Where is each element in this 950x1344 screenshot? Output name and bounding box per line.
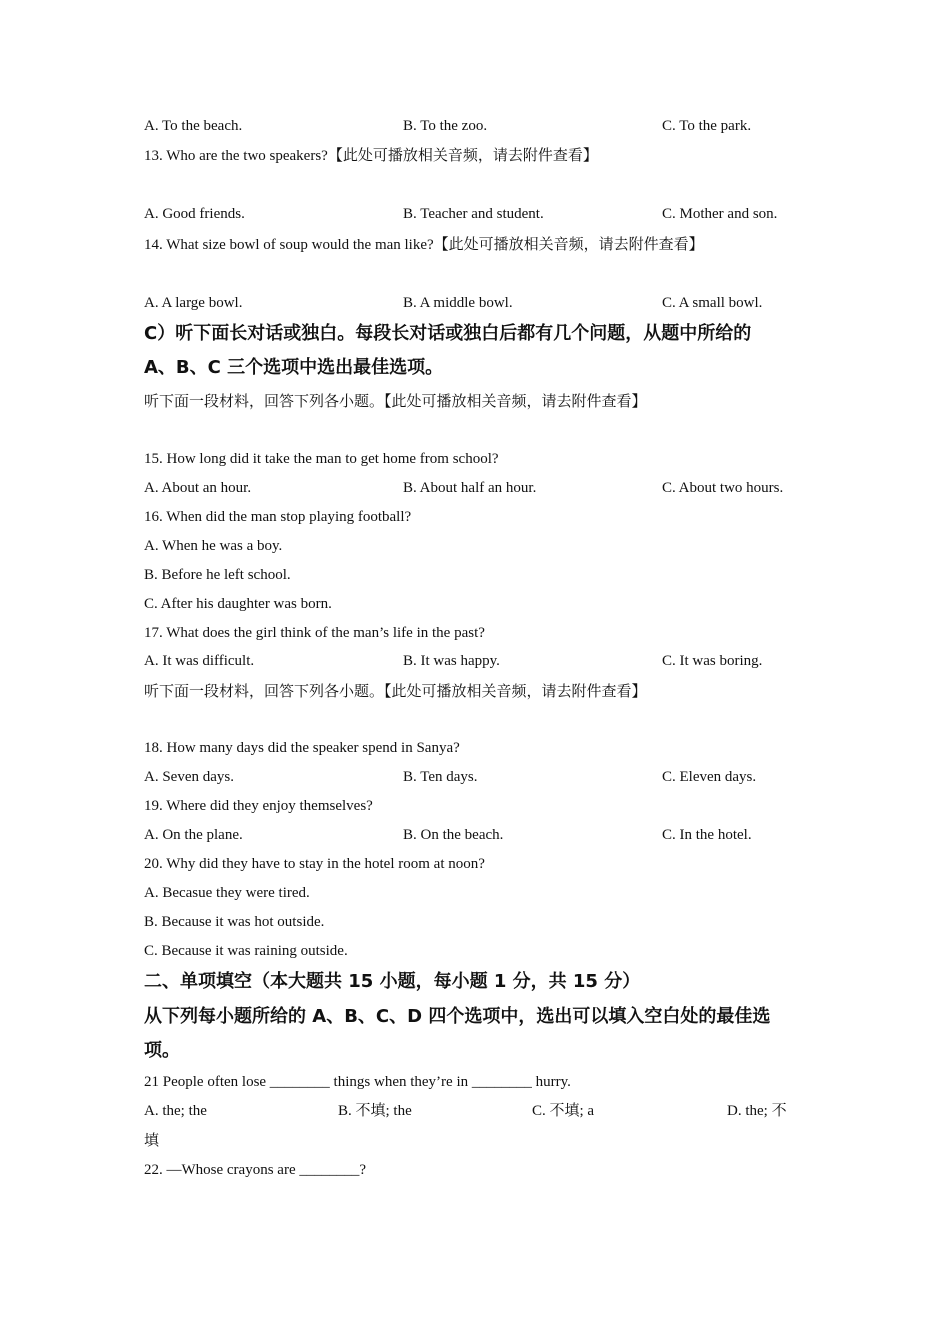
- q17-option-b: B. It was happy.: [403, 653, 500, 669]
- q13-option-b: B. Teacher and student.: [403, 206, 544, 222]
- q15-stem: 15. How long did it take the man to get home from school?: [144, 451, 499, 467]
- q19-option-a: A. On the plane.: [144, 827, 243, 843]
- q15-option-b: B. About half an hour.: [403, 480, 537, 496]
- q18-option-c: C. Eleven days.: [662, 769, 757, 785]
- q12-option-b: B. To the zoo.: [403, 118, 488, 134]
- q21-option-d: D. the; 不: [727, 1103, 787, 1119]
- q19-option-b: B. On the beach.: [403, 827, 504, 843]
- q17-option-a: A. It was difficult.: [144, 653, 255, 669]
- q14-audio-note[interactable]: 【此处可播放相关音频，请去附件查看】: [433, 235, 704, 253]
- q15-option-c: C. About two hours.: [662, 480, 784, 496]
- q16-option-b: B. Before he left school.: [144, 567, 291, 583]
- q14-option-a: A. A large bowl.: [144, 295, 243, 311]
- q18-option-a: A. Seven days.: [144, 769, 234, 785]
- section-c-heading-line1: C）听下面长对话或独白。每段长对话或独白后都有几个问题，从题中所给的: [144, 323, 752, 344]
- q13-stem-text: 13. Who are the two speakers?: [144, 148, 328, 164]
- q21-option-a: A. the; the: [144, 1103, 207, 1119]
- part2-heading: 二、单项填空（本大题共 15 小题，每小题 1 分，共 15 分）: [144, 971, 641, 992]
- q14-stem: [144, 234, 704, 255]
- part2-instruction-line2: 项。: [144, 1040, 180, 1061]
- q21-option-d-wrap: 填: [144, 1133, 160, 1149]
- q18-stem: 18. How many days did the speaker spend in Sanya?: [144, 740, 460, 756]
- q16-option-c: C. After his daughter was born.: [144, 596, 332, 612]
- q21-option-c: C. 不填; a: [532, 1103, 595, 1119]
- q13-stem: [144, 145, 598, 166]
- q22-stem: 22. —Whose crayons are ________?: [144, 1162, 367, 1178]
- section-c-heading-line2: A、B、C 三个选项中选出最佳选项。: [144, 357, 444, 378]
- material-note-1[interactable]: 听下面一段材料，回答下列各小题。【此处可播放相关音频，请去附件查看】: [144, 392, 647, 410]
- q12-option-a: A. To the beach.: [144, 118, 243, 134]
- q13-option-a: A. Good friends.: [144, 206, 245, 222]
- q21-option-b: B. 不填; the: [338, 1103, 412, 1119]
- part2-instruction-line1: 从下列每小题所给的 A、B、C、D 四个选项中，选出可以填入空白处的最佳选: [144, 1006, 771, 1027]
- q14-option-b: B. A middle bowl.: [403, 295, 513, 311]
- q20-option-a: A. Becasue they were tired.: [144, 885, 310, 901]
- q19-option-c: C. In the hotel.: [662, 827, 752, 843]
- q15-option-a: A. About an hour.: [144, 480, 252, 496]
- q19-stem: 19. Where did they enjoy themselves?: [144, 798, 373, 814]
- q17-option-c: C. It was boring.: [662, 653, 763, 669]
- q16-option-a: A. When he was a boy.: [144, 538, 283, 554]
- q14-stem-text: 14. What size bowl of soup would the man like?: [144, 237, 434, 253]
- q12-option-c: C. To the park.: [662, 118, 752, 134]
- q20-option-c: C. Because it was raining outside.: [144, 943, 348, 959]
- q16-stem: 16. When did the man stop playing football?: [144, 509, 412, 525]
- q14-option-c: C. A small bowl.: [662, 295, 763, 311]
- q18-option-b: B. Ten days.: [403, 769, 478, 785]
- material-note-2[interactable]: 听下面一段材料，回答下列各小题。【此处可播放相关音频，请去附件查看】: [144, 682, 647, 700]
- q21-stem: 21 People often lose ________ things when they’re in ________ hurry.: [144, 1074, 571, 1090]
- q13-option-c: C. Mother and son.: [662, 206, 778, 222]
- q13-audio-note[interactable]: 【此处可播放相关音频，请去附件查看】: [327, 146, 598, 164]
- q20-option-b: B. Because it was hot outside.: [144, 914, 325, 930]
- q17-stem: 17. What does the girl think of the man’s life in the past?: [144, 625, 485, 641]
- q20-stem: 20. Why did they have to stay in the hotel room at noon?: [144, 856, 485, 872]
